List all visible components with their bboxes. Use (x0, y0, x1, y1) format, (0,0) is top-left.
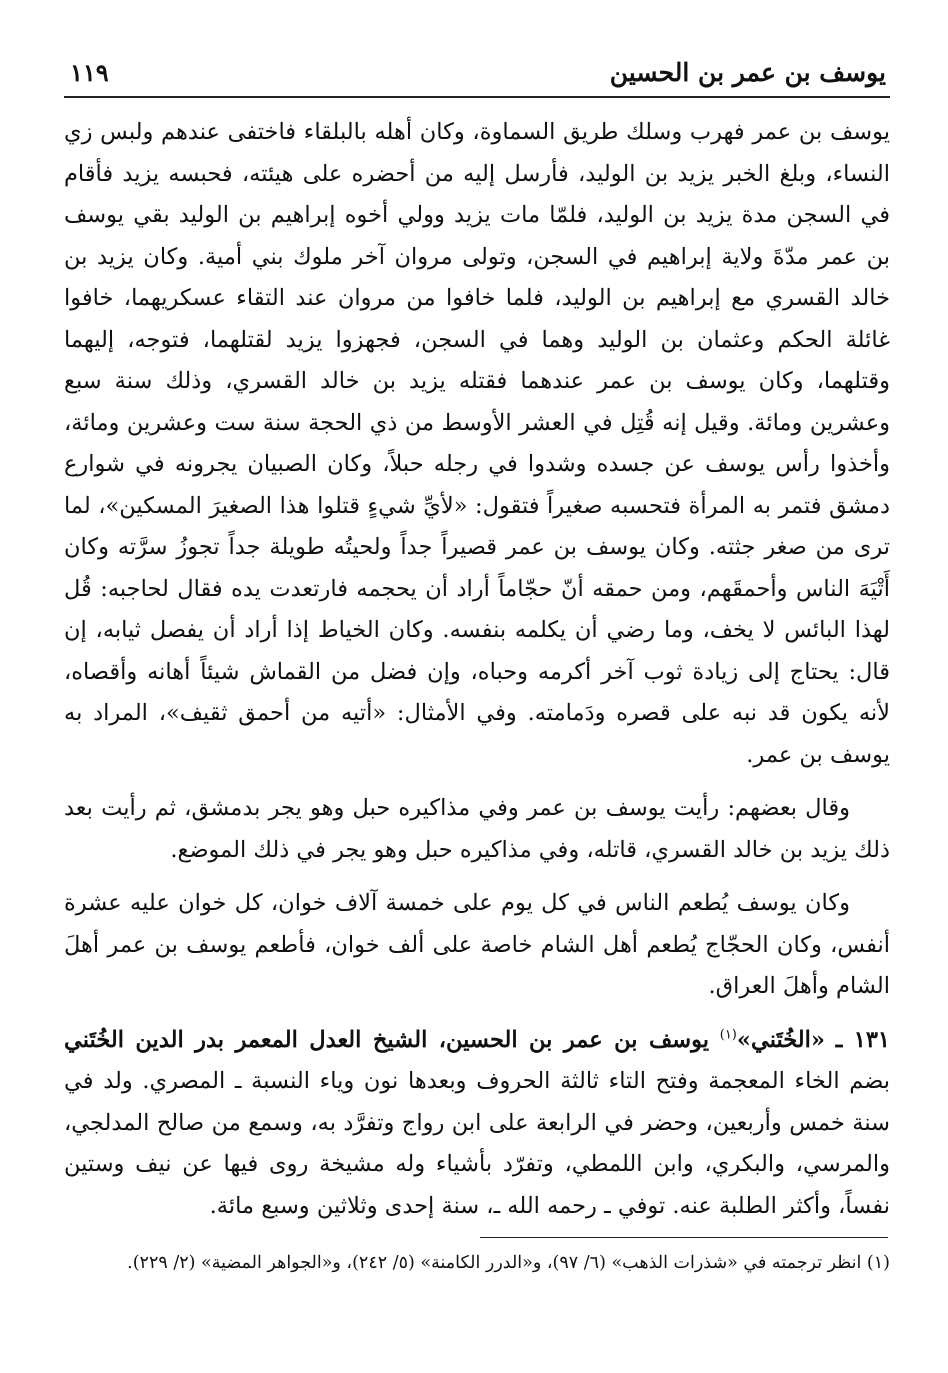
footnote: (١) انظر ترجمته في «شذرات الذهب» (٦/ ٩٧)، و«الدرر الكامنة» (٥/ ٢٤٢)، و«الجواهر المضية» (٢/ ٢٢٩). (127, 1253, 890, 1273)
page-header (64, 50, 890, 98)
biography-entry (64, 1020, 890, 1228)
entry-number: ١٣١ ـ (835, 1026, 890, 1053)
paragraph-main: يوسف بن عمر فهرب وسلك طريق السماوة، وكان أهله بالبلقاء فاختفى عندهم ولبس زي النساء، وبلغ الخبر يزيد بن الوليد، فأرسل إليه من أحضره على هيئته، فحبسه يزيد فأقام في السجن مدة يزيد بن الوليد، فلمّا مات يزيد وولي أخوه إبراهيم بن الوليد بقي يوسف بن عمر مدّةَ ولاية إبراهيم في السجن، وتولى مروان آخر ملوك بني أمية. وكان يزيد بن خالد القسري مع إبراهيم بن الوليد، فلما خافوا من مروان عند التقاء عسكريهما، خافوا غائلة الحكم وعثمان بن الوليد وهما في السجن، فجهزوا يزيد لقتلهما، فتوجه، إليهما وقتلهما، وكان يوسف بن عمر عندهما فقتله يزيد بن خالد القسري، وذلك سنة سبع وعشرين ومائة. وقيل إنه قُتِل في العشر الأوسط من ذي الحجة سنة ست وعشرين ومائة، وأخذوا رأس يوسف عن جسده وشدوا في رجله حبلاً، وكان الصبيان يجرونه في شوارع دمشق فتمر به المرأة فتحسبه صغيراً فتقول: «لأيِّ شيءٍ قتلوا هذا الصغيرَ المسكين»، لما ترى من صغر جثته. وكان يوسف بن عمر قصيراً جداً ولحيتُه طويلة جداً تجوزُ سرَّته وكان أَتْيَهَ الناس وأحمقَهم، ومن حمقه أنّ حجّاماً أراد أن يحجمه فارتعدت يده فقال لحاجبه: قُل لهذا البائس لا يخف، وما رضي أن يكلمه بنفسه. وكان الخياط إذا أراد أن يفصل ثيابه، إن قال: يحتاج إلى زيادة ثوب آخر أكرمه وحباه، وإن فضل من القماش شيئاً أهانه وأقصاه، لأنه يكون قد نبه على قصره ودَمامته. وفي الأمثال: «أتيه من أحمق ثقيف»، المراد به يوسف بن عمر. (64, 119, 890, 768)
entry-text: بضم الخاء المعجمة وفتح التاء ثالثة الحروف وبعدها نون وياء النسبة ـ المصري. ولد في سنة خمس وأربعين، وحضر في الرابعة على ابن رواج وتفرَّد به، وسمع من صالح المدلجي، والمرسي، والبكري، وابن اللمطي، وتفرّد بأشياء وله مشيخة روى فيها عن نيف وستين نفساً، وأكثر الطلبة عنه. توفي ـ رحمه الله ـ، سنة إحدى وثلاثين وسبع مائة. (64, 1068, 890, 1219)
book-page (64, 50, 890, 1350)
running-title: يوسف بن عمر بن الحسين (609, 58, 886, 87)
page-number: ١١٩ (70, 58, 109, 87)
paragraph-feasting: وكان يوسف يُطعم الناس في كل يوم على خمسة آلاف خوان، كل خوان عليه عشرة أنفس، وكان الحجّاج يُطعم أهل الشام خاصة على ألف خوان، فأطعم يوسف بن عمر أهلَ الشام وأهلَ العراق. (64, 890, 890, 999)
paragraph-anecdote: وقال بعضهم: رأيت يوسف بن عمر وفي مذاكيره حبل وهو يجر بدمشق، ثم رأيت بعد ذلك يزيد بن خالد القسري، قاتله، وفي مذاكيره حبل وهو يجر في ذلك الموضع. (64, 795, 890, 863)
footnote-divider (480, 1237, 888, 1238)
footnote-reference: (١) (719, 1027, 737, 1042)
entry-heading: يوسف بن عمر بن الحسين، الشيخ العدل المعمر بدر الدين الخُتَني (64, 1026, 709, 1053)
entry-name: «الخُتَني» (736, 1026, 825, 1053)
body-text (64, 112, 890, 1227)
